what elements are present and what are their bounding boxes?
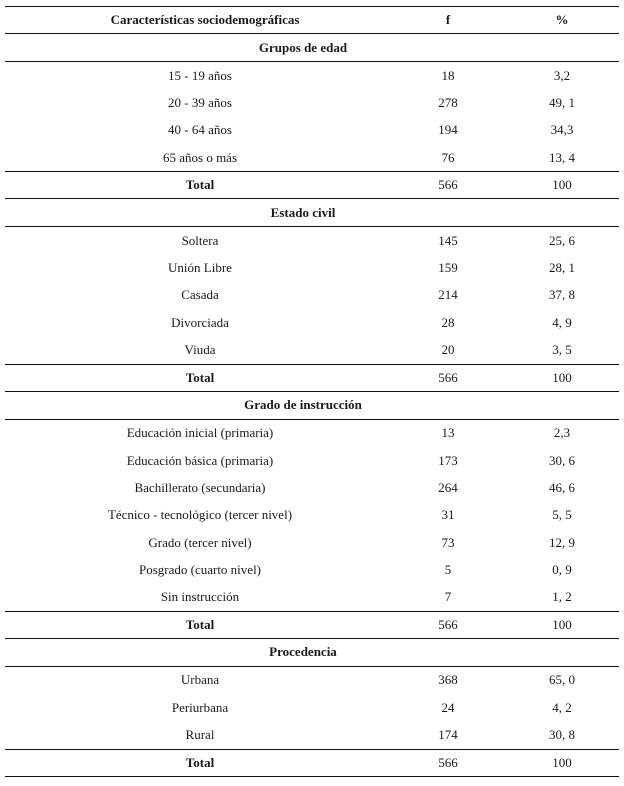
table-row	[5, 254, 619, 281]
section-title: Procedencia	[269, 644, 337, 660]
row-frequency: 278	[438, 94, 458, 110]
row-label: 40 - 64 años	[168, 122, 232, 138]
row-percent: 34,3	[550, 122, 574, 138]
section-title-cell	[5, 392, 619, 419]
row-label: Rural	[185, 726, 215, 742]
row-percent: 30, 8	[549, 726, 575, 742]
row-frequency: 20	[441, 342, 455, 358]
row-frequency: 5	[444, 561, 452, 577]
row-label: Técnico - tecnológico (tercer nivel)	[107, 507, 293, 523]
table-body	[5, 34, 619, 777]
table-row	[5, 474, 619, 501]
row-percent: 3, 5	[552, 342, 572, 358]
row-label: Sin instrucción	[160, 589, 240, 605]
row-percent: 1, 2	[552, 589, 572, 605]
row-label: Bachillerato (secundaria)	[134, 479, 266, 495]
row-frequency: 194	[438, 122, 458, 138]
header-characteristic: Características sociodemográficas	[110, 12, 300, 27]
row-label: Educación inicial (primaria)	[126, 425, 274, 441]
total-label: Total	[185, 177, 215, 193]
row-frequency: 18	[441, 67, 455, 83]
row-label: Urbana	[180, 672, 220, 688]
total-percent: 100	[552, 616, 572, 632]
section-title: Grupos de edad	[258, 39, 348, 55]
row-percent: 37, 8	[549, 287, 575, 303]
total-label: Total	[185, 754, 215, 770]
row-label: Viuda	[184, 342, 216, 358]
row-percent: 4, 2	[552, 699, 572, 715]
row-percent: 28, 1	[549, 260, 575, 276]
row-label: 20 - 39 años	[168, 94, 232, 110]
total-frequency: 566	[438, 369, 458, 385]
row-label: Periurbana	[171, 699, 229, 715]
table-row	[5, 529, 619, 556]
row-percent: 3,2	[553, 67, 571, 83]
row-frequency: 264	[438, 479, 458, 495]
row-label: Grado (tercer nivel)	[148, 534, 252, 550]
row-frequency: 173	[438, 452, 458, 468]
row-percent: 65, 0	[549, 672, 575, 688]
row-frequency: 368	[438, 672, 458, 688]
row-percent: 2,3	[553, 425, 571, 441]
row-label: Casada	[181, 287, 219, 303]
total-label: Total	[185, 369, 215, 385]
section-header-row	[5, 199, 619, 227]
section-title: Grado de instrucción	[244, 397, 362, 413]
table-row	[5, 721, 619, 748]
table-row	[5, 420, 619, 447]
total-percent: 100	[552, 369, 572, 385]
total-frequency: 566	[438, 616, 458, 632]
table-row	[5, 502, 619, 529]
row-frequency: 73	[441, 534, 455, 550]
table-row	[5, 556, 619, 583]
table-row	[5, 694, 619, 721]
row-label: Educación básica (primaria)	[126, 452, 274, 468]
table-row	[5, 336, 619, 363]
row-frequency: 7	[444, 589, 452, 605]
table-header-row	[5, 6, 619, 34]
row-label: 15 - 19 años	[168, 67, 232, 83]
row-frequency: 24	[441, 699, 455, 715]
row-percent: 5, 5	[552, 507, 572, 523]
total-percent: 100	[552, 177, 572, 193]
table-row	[5, 447, 619, 474]
row-percent: 25, 6	[549, 232, 575, 248]
row-percent: 13, 4	[549, 149, 575, 165]
section-title-cell	[5, 199, 619, 226]
row-percent: 30, 6	[549, 452, 575, 468]
section-header-row	[5, 392, 619, 420]
table-row	[5, 309, 619, 336]
row-frequency: 28	[441, 314, 455, 330]
row-frequency: 76	[441, 149, 455, 165]
row-label: Posgrado (cuarto nivel)	[138, 561, 262, 577]
table-row	[5, 227, 619, 254]
row-label: Soltera	[181, 232, 219, 248]
table-row	[5, 62, 619, 89]
row-percent: 49, 1	[549, 94, 575, 110]
total-row	[5, 749, 619, 777]
row-frequency: 31	[441, 507, 455, 523]
row-percent: 0, 9	[552, 561, 572, 577]
row-frequency: 174	[438, 726, 458, 742]
section-title-cell	[5, 639, 619, 666]
total-row	[5, 364, 619, 392]
row-percent: 46, 6	[549, 479, 575, 495]
sociodemographic-table	[5, 6, 619, 777]
header-frequency: f	[445, 12, 451, 27]
header-percent: %	[555, 12, 569, 27]
table-row	[5, 117, 619, 144]
table-row	[5, 667, 619, 694]
row-label: Unión Libre	[168, 260, 232, 276]
table-row	[5, 89, 619, 116]
table-row	[5, 144, 619, 171]
section-header-row	[5, 639, 619, 667]
table-row	[5, 282, 619, 309]
total-row	[5, 611, 619, 639]
section-title: Estado civil	[270, 204, 336, 220]
total-percent: 100	[552, 754, 572, 770]
row-frequency: 13	[441, 425, 455, 441]
row-label: 65 años o más	[162, 149, 238, 165]
row-percent: 12, 9	[549, 534, 575, 550]
total-label: Total	[185, 616, 215, 632]
total-row	[5, 171, 619, 199]
row-frequency: 159	[438, 260, 458, 276]
row-frequency: 145	[438, 232, 458, 248]
row-frequency: 214	[438, 287, 458, 303]
total-frequency: 566	[438, 177, 458, 193]
total-frequency: 566	[438, 754, 458, 770]
row-label: Divorciada	[171, 314, 229, 330]
row-percent: 4, 9	[552, 314, 572, 330]
section-title-cell	[5, 34, 619, 61]
table-row	[5, 583, 619, 610]
section-header-row	[5, 34, 619, 62]
